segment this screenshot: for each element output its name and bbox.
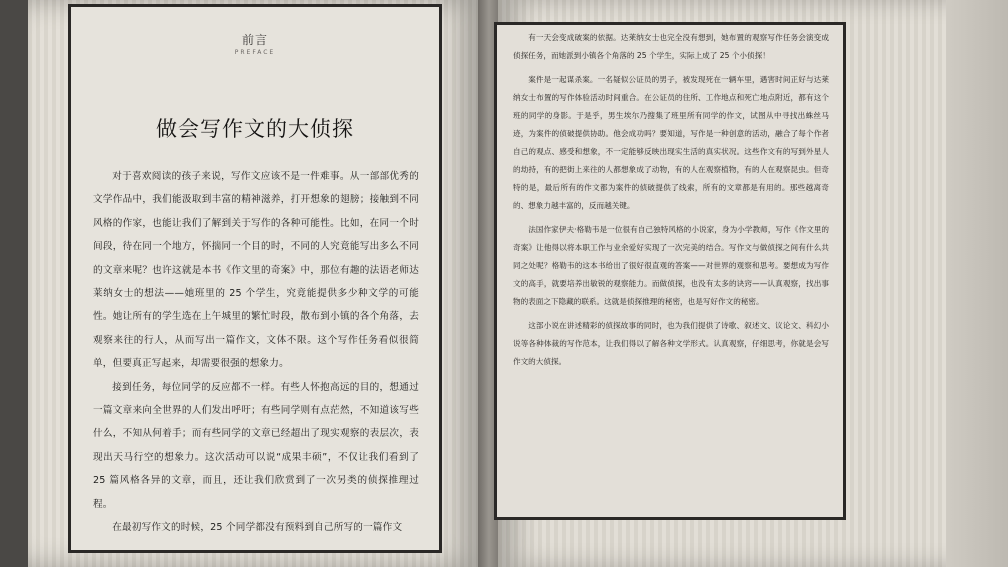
left-page-frame xyxy=(68,4,442,553)
page-edge xyxy=(946,0,1008,567)
preface-subheading: PREFACE xyxy=(234,49,276,56)
chapter-title: 做会写作文的大侦探 xyxy=(156,117,354,141)
paragraph: 对于喜欢阅读的孩子来说，写作文应该不是一件难事。从一部部优秀的文学作品中，我们能汲取到丰富的精神滋养，打开想象的翅膀；接触到不同风格的作家，也能让我们了解到关于写作的各种可能性。比如，在同一个时间段，待在同一个地方，怀揣同一个目的时，不同的人究竟能写出多么不同的文章来呢？也许这就是本书《作文里的奇案》中，那位有趣的法语老师达莱纳女士的想法——她班里的 25 个学生，究竟能提供多少种文学的可能性。她让所有的学生选在上午城里的繁忙时段，散布到小镇的各个角落，去观察来往的行人，从而写出一篇作文，文体不限。这个写作任务看似很简单，但要真正写起来，却需要很强的想象力。 xyxy=(93,171,419,370)
right-body-text xyxy=(513,29,829,371)
paragraph: 这部小说在讲述精彩的侦探故事的同时，也为我们提供了诗歌、叙述文、议论文、科幻小说等各种体裁的写作范本，让我们得以了解各种文学形式。认真观察，仔细思考，你就是会写作文的大侦探。 xyxy=(513,321,829,366)
paragraph: 案件是一起谋杀案。一名疑似公证员的男子，被发现死在一辆车里，遇害时间正好与达莱纳女士布置的写作体验活动时间重合。在公证员的住所、工作地点和死亡地点附近，都有这个班的同学的身影。于是乎，男生埃尔乃搜集了班里所有同学的作文，试图从中寻找出蛛丝马迹，为案件的侦破提供协助。他会成功吗？要知道，写作是一种创意的活动，融合了每个作者自己的观点、感受和想象，不一定能够反映出现实生活的真实状况。这些作文有的写到外星人的劫持，有的把街上来往的人都想象成了动物，有的人在观察植物，有的人在观察昆虫。但奇特的是，最后所有的作文都为案件的侦破提供了线索，所有的文章都是有用的。那些越离奇的、想象力越丰富的，反而越关键。 xyxy=(513,75,829,210)
paragraph: 接到任务，每位同学的反应都不一样。有些人怀抱高远的目的，想通过一篇文章来向全世界的人们发出呼吁；有些同学则有点茫然，不知道该写些什么，不知从何着手；而有些同学的文章已经超出了现实观察的表层次，表现出天马行空的想象力。这次活动可以说“成果丰硕”，不仅让我们看到了 25 篇风格各异的文章，而且，还让我们欣赏到了一次另类的侦探推理过程。 xyxy=(93,381,419,510)
paragraph: 法国作家伊夫·格勒韦是一位很有自己独特风格的小说家，身为小学教师，写作《作文里的奇案》让他得以将本职工作与业余爱好实现了一次完美的结合。写作文与做侦探之间有什么共同之处呢？格勒韦的这本书给出了很好很直观的答案——对世界的观察和思考。要想成为写作文的高手，就要培养出敏锐的观察能力。而做侦探，也没有太多的诀窍——认真观察，找出事物的表面之下隐藏的联系。这就是侦探推理的秘密，也是写好作文的秘密。 xyxy=(513,225,829,306)
preface-heading: 前言 xyxy=(241,33,268,47)
paragraph: 在最初写作文的时候，25 个同学都没有预料到自己所写的一篇作文 xyxy=(112,522,403,534)
left-body-text xyxy=(93,165,419,540)
paragraph: 有一天会变成破案的依据。达莱纳女士也完全没有想到，她布置的观察写作任务会演变成侦探任务，而她派到小镇各个角落的 25 个学生，实际上成了 25 个小侦探！ xyxy=(513,33,829,60)
right-page-frame xyxy=(494,22,846,520)
